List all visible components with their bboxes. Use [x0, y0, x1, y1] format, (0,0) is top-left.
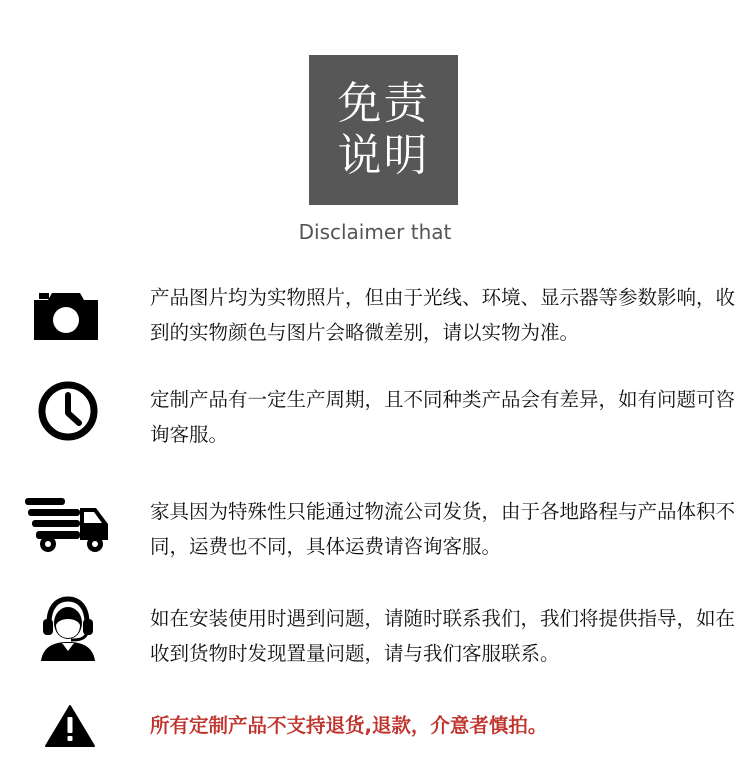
title-line-1: 免责: [337, 78, 430, 129]
disclaimer-text-production: 定制产品有一定生产周期，且不同种类产品会有差异，如有问题可咨询客服。: [150, 388, 736, 446]
disclaimer-text-photos: 产品图片均为实物照片，但由于光线、环境、显示器等参数影响，收到的实物颜色与图片会略微差别，请以实物为准。: [150, 286, 736, 344]
customer-service-icon: [37, 593, 99, 663]
delivery-truck-icon: [22, 494, 112, 556]
clock-icon: [35, 378, 101, 444]
title-box: [309, 55, 458, 205]
subtitle: Disclaimer that: [298, 220, 452, 244]
warning-icon: [44, 704, 96, 748]
disclaimer-text-warning: 所有定制产品不支持退货,退款，介意者慎拍。: [150, 714, 548, 737]
title-line-2: 说明: [337, 130, 430, 181]
disclaimer-text-shipping: 家具因为特殊性只能通过物流公司发货，由于各地路程与产品体积不同，运费也不同，具体运费请咨询客服。: [150, 500, 736, 558]
camera-icon: [30, 290, 102, 342]
disclaimer-text-support: 如在安装使用时遇到问题，请随时联系我们，我们将提供指导，如在收到货物时发现置量问题，请与我们客服联系。: [150, 607, 736, 665]
